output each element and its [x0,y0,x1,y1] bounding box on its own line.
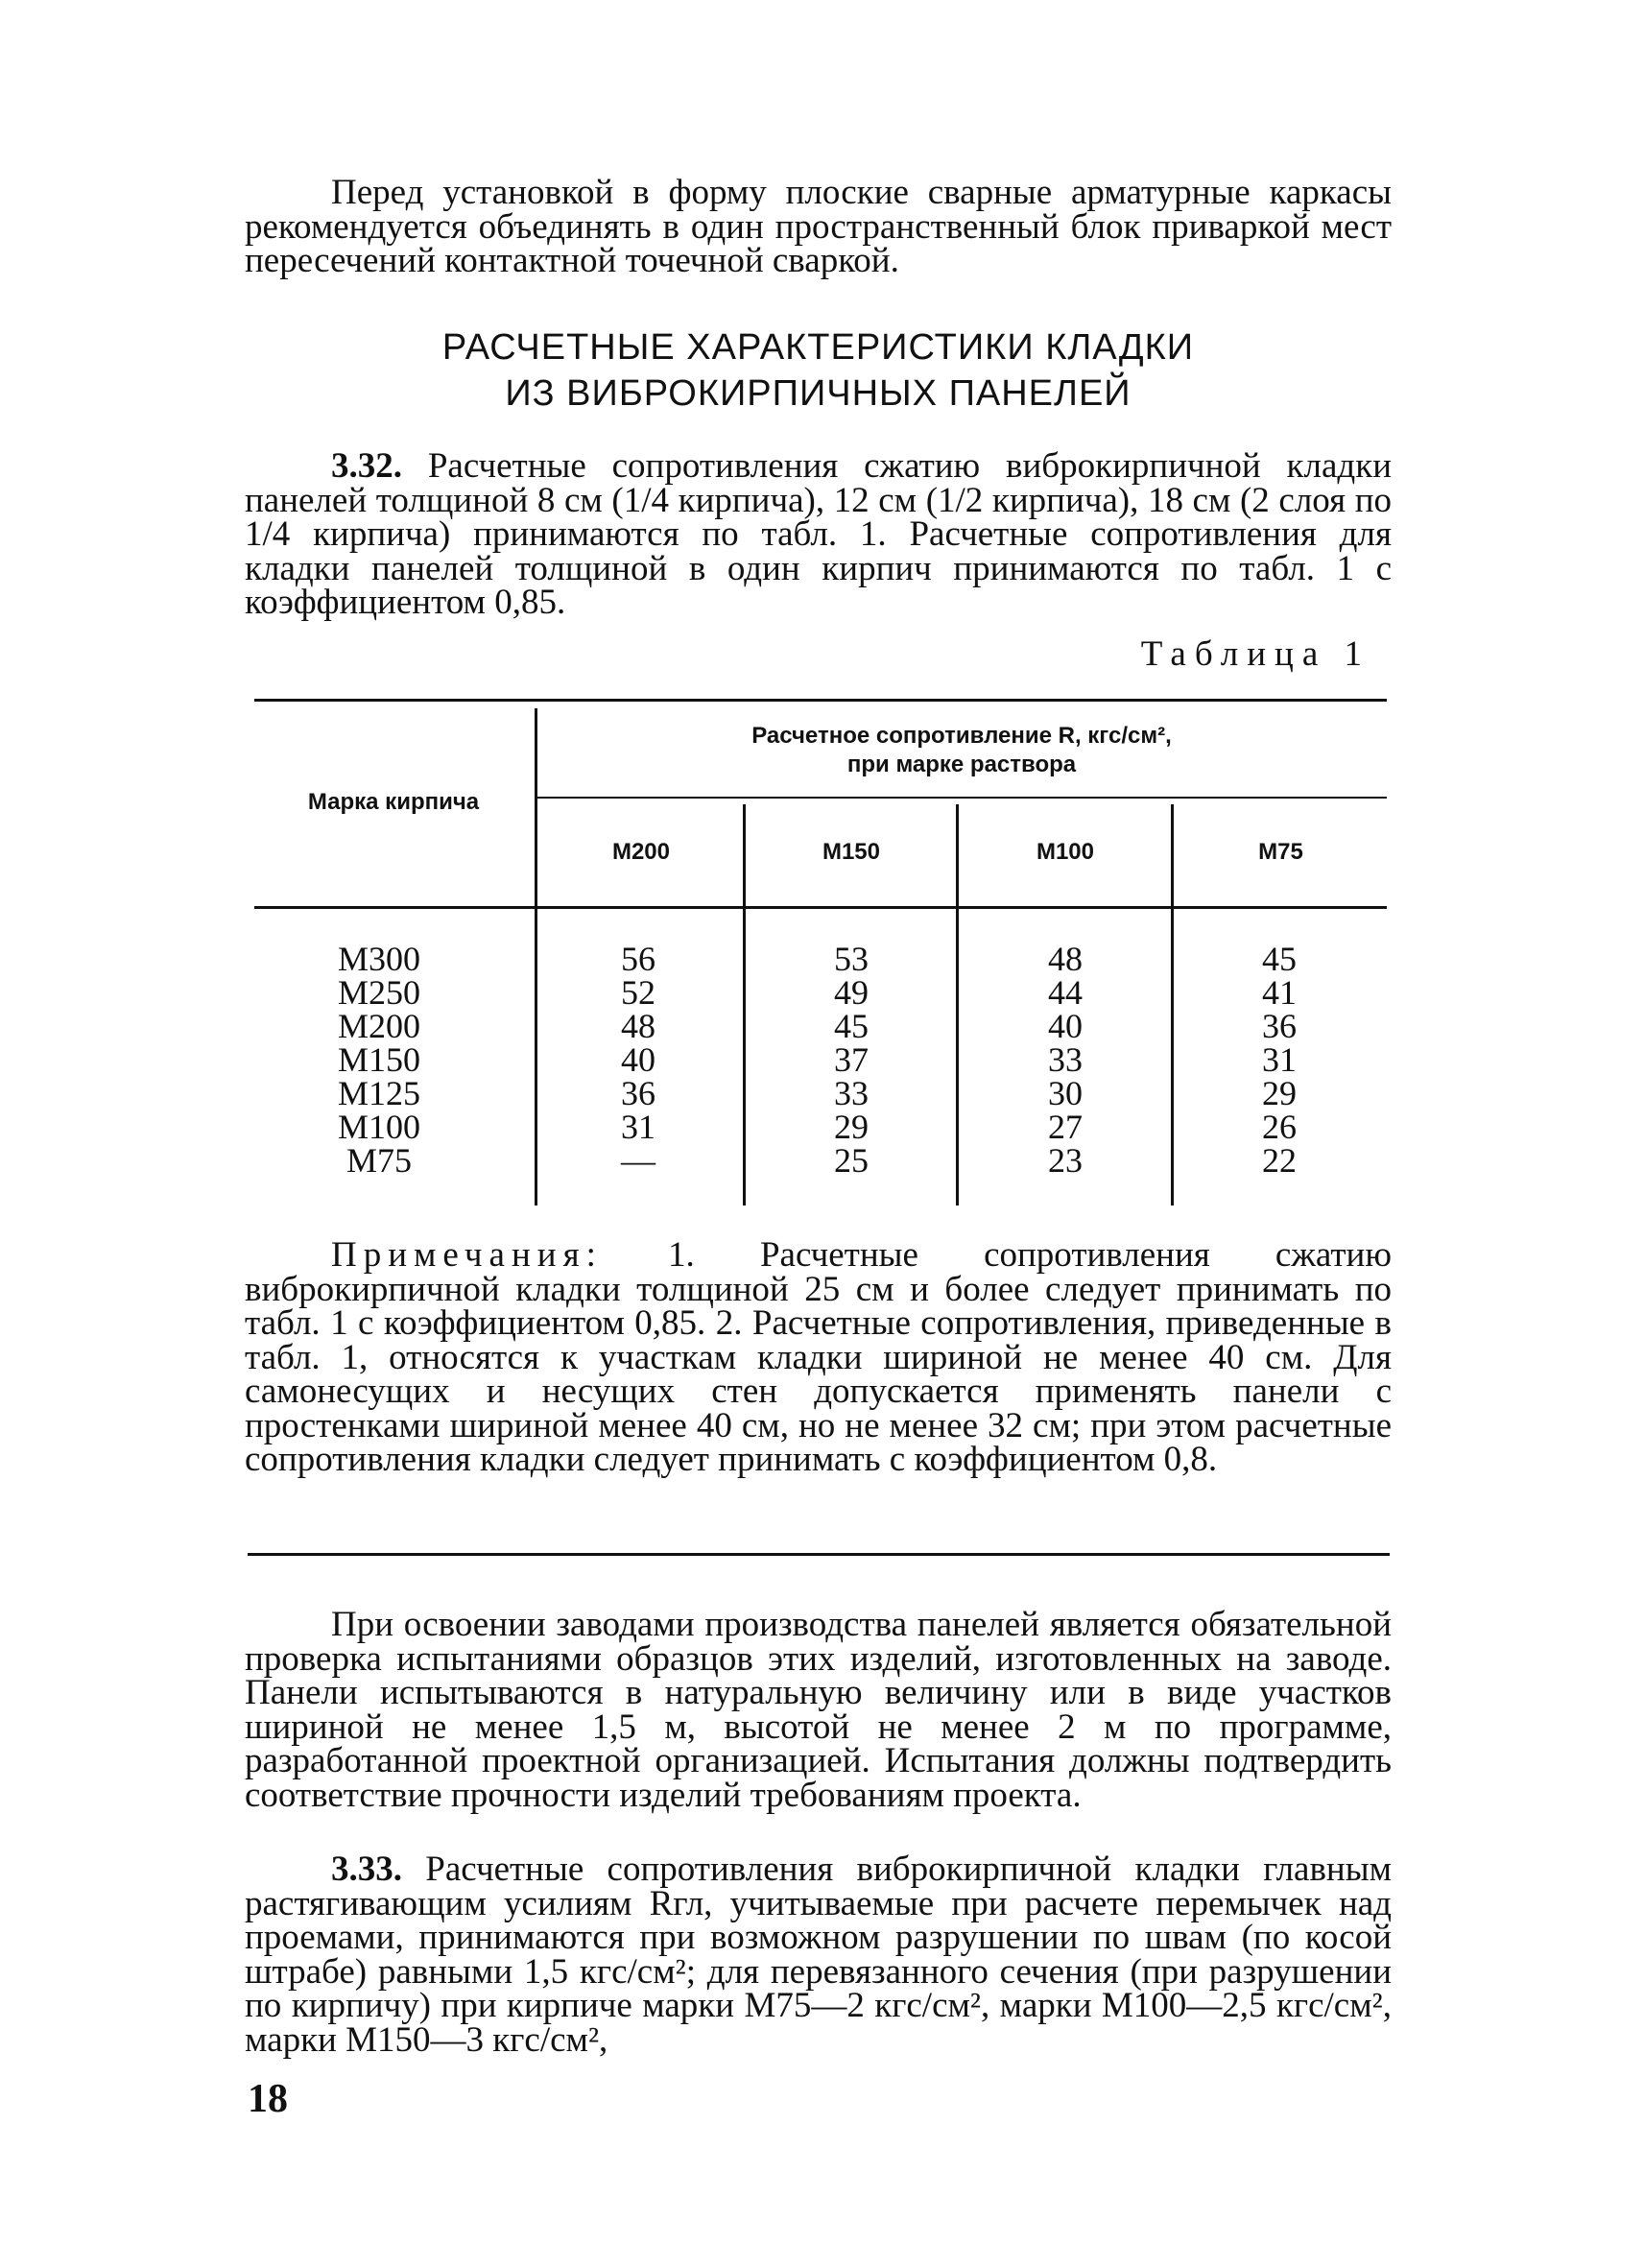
value-column-m200 [576,940,701,1180]
table-divider-brick [535,708,537,1206]
brick-grade-cell: М250 [337,973,420,1012]
brick-grade-cell: М75 [345,1141,412,1180]
section-heading-line2: ИЗ ВИБРОКИРПИЧНЫХ ПАНЕЛЕЙ [505,373,1132,414]
value-cell: 44 [1048,973,1083,1012]
table-divider-3 [1171,804,1174,1206]
value-cell: — [621,1141,655,1180]
value-cell: 22 [1262,1141,1297,1180]
value-cell: 52 [621,973,655,1012]
value-cell: 36 [1262,1007,1297,1045]
page-number: 18 [248,2077,288,2121]
value-cell: 40 [1048,1007,1083,1045]
value-cell: 48 [1048,940,1083,978]
clause-3-32-text: Расчетные сопротивления сжатию виброкирпичной кладки панелей толщиной 8 см (1/4 кирпича), 12 см (1/2 кирпича), 18 см (2 слоя по 1/4 кирпича) принимаются по табл. 1. Расчетные сопротивления для кладки панелей толщиной в один кирпич принимаются по табл. 1 с коэффициентом 0,85. [245,446,1392,622]
value-cell: 37 [834,1040,869,1079]
value-cell: 30 [1048,1074,1083,1112]
value-cell: 27 [1048,1108,1083,1146]
clause-3-33-number: 3.33. [331,1850,402,1889]
section-heading [245,324,1392,417]
clause-3-32 [245,446,1392,622]
mortar-grade-header: М100 [1036,839,1095,865]
table-header-bottom-rule [254,906,1387,909]
section-heading-line1: РАСЧЕТНЫЕ ХАРАКТЕРИСТИКИ КЛАДКИ [441,327,1195,368]
table-caption: Таблица 1 [1140,634,1370,674]
clause-3-32-number: 3.32. [331,446,402,486]
clause-3-33-text: Расчетные сопротивления виброкирпичной кладки главным растягивающим усилиям Rгл, учитываемые при расчете перемычек над проемами, принимаются при возможном разрушении по швам (по косой штрабе) равными 1,5 кгс/см²; для перевязанного сечения (при разрушении по кирпичу) при кирпиче марки М75—2 кгс/см², марки М100—2,5 кгс/см², марки М150—3 кгс/см², [245,1850,1392,2060]
mortar-grade-header: М75 [1258,839,1303,865]
value-cell: 33 [834,1074,869,1112]
intro-paragraph: Перед установкой в форму плоские сварные арматурные каркасы рекомендуется объединять в один пространственный блок приваркой мест пересечений контактной точечной сваркой. [245,173,1392,280]
brick-grade-header: Марка кирпича [307,789,480,815]
table-divider-1 [743,804,746,1206]
table-header-rule [537,797,1387,799]
brick-grade-cell: М300 [337,940,420,978]
resistance-header-line2: при марке раствора [846,752,1077,777]
value-cell: 31 [621,1108,655,1146]
value-cell: 40 [621,1040,655,1079]
value-cell: 41 [1262,973,1297,1012]
table-top-rule [254,699,1387,702]
brick-grade-column [288,940,470,1180]
resistance-header [539,722,1384,779]
mortar-grade-header: М200 [611,839,671,865]
brick-grade-cell: М125 [337,1074,420,1112]
value-cell: 31 [1262,1040,1297,1079]
mortar-grade-header: М150 [822,839,881,865]
resistance-header-line1: Расчетное сопротивление R, кгс/см², [751,723,1172,749]
value-column-m100 [1003,940,1128,1180]
brick-grade-cell: М100 [337,1108,420,1146]
clause-3-33 [245,1850,1392,2060]
value-cell: 45 [1262,940,1297,978]
value-cell: 53 [834,940,869,978]
value-cell: 25 [834,1141,869,1180]
value-column-m75 [1217,940,1342,1180]
value-cell: 29 [834,1108,869,1146]
value-cell: 29 [1262,1074,1297,1112]
value-cell: 26 [1262,1108,1297,1146]
notes-label: Примечания: [331,1235,603,1275]
value-cell: 36 [621,1074,655,1112]
value-cell: 23 [1048,1141,1083,1180]
table-divider-2 [956,804,959,1206]
value-cell: 45 [834,1007,869,1045]
testing-paragraph: При освоении заводами производства панелей является обязательной проверка испытаниями образцов этих изделий, изготовленных на заводе. Панели испытываются в натуральную величину или в виде участков шириной не менее 1,5 м, высотой не менее 2 м по программе, разработанной проектной организацией. Испытания должны подтвердить соответствие прочности изделий требованиям проекта. [245,1605,1392,1815]
table-notes [245,1235,1392,1479]
separator-rule [248,1553,1390,1556]
value-cell: 49 [834,973,869,1012]
value-column-m150 [789,940,914,1180]
brick-grade-cell: М200 [337,1007,420,1045]
value-cell: 56 [621,940,655,978]
notes-text: 1. Расчетные сопротивления сжатию виброкирпичной кладки толщиной 25 см и более следует принимать по табл. 1 с коэффициентом 0,85. 2. Расчетные сопротивления, приведенные в табл. 1, относятся к участкам кладки шириной не менее 40 см. Для самонесущих и несущих стен допускается применять панели с простенками шириной менее 40 см, но не менее 32 см; при этом расчетные сопротивления кладки следует принимать с коэффициентом 0,8. [245,1235,1392,1479]
brick-grade-cell: М150 [337,1040,420,1079]
value-cell: 33 [1048,1040,1083,1079]
value-cell: 48 [621,1007,655,1045]
